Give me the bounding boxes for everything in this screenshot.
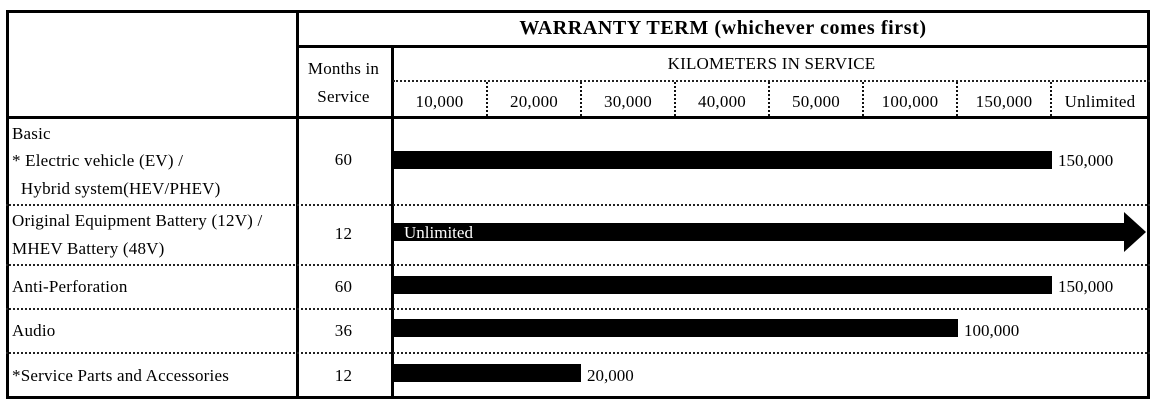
km-col-10000: 10,000 bbox=[415, 92, 464, 111]
row-battery-bar bbox=[394, 223, 1124, 241]
row-battery-label-line2: MHEV Battery (48V) bbox=[12, 239, 165, 258]
row-service-parts-months: 12 bbox=[334, 366, 353, 385]
row-battery-months: 12 bbox=[334, 224, 353, 243]
row-audio-label: Audio bbox=[12, 321, 56, 340]
row-basic-label-line3: Hybrid system(HEV/PHEV) bbox=[12, 179, 221, 198]
row-divider bbox=[6, 204, 1150, 206]
km-col-20000: 20,000 bbox=[510, 92, 558, 111]
km-col-100000: 100,000 bbox=[881, 92, 939, 111]
km-col-50000: 50,000 bbox=[792, 92, 840, 111]
row-basic-label-line1: Basic bbox=[12, 124, 51, 143]
row-service-parts-label: *Service Parts and Accessories bbox=[12, 366, 230, 385]
arrow-right-icon bbox=[1124, 212, 1146, 252]
divider-under-km-title bbox=[393, 80, 1150, 82]
row-antiperforation-months: 60 bbox=[334, 277, 353, 296]
divider-under-header bbox=[6, 116, 1150, 119]
divider-under-title bbox=[296, 45, 1150, 48]
table-title: WARRANTY TERM (whichever comes first) bbox=[519, 17, 927, 39]
row-divider bbox=[6, 308, 1150, 310]
row-basic-label-line2: * Electric vehicle (EV) / bbox=[12, 151, 184, 170]
row-antiperforation-km-label: 150,000 bbox=[1058, 277, 1114, 296]
months-header-line2: Service bbox=[317, 87, 370, 106]
row-battery-km-label: Unlimited bbox=[404, 223, 473, 242]
km-col-unlimited: Unlimited bbox=[1064, 92, 1136, 111]
row-antiperforation-label: Anti-Perforation bbox=[12, 277, 128, 296]
km-col-40000: 40,000 bbox=[698, 92, 746, 111]
row-antiperforation-bar bbox=[394, 276, 1052, 294]
row-service-parts-bar bbox=[394, 364, 581, 382]
km-col-150000: 150,000 bbox=[975, 92, 1033, 111]
row-basic-bar bbox=[394, 151, 1052, 169]
row-divider bbox=[6, 264, 1150, 266]
months-header-line1: Months in bbox=[307, 59, 380, 78]
row-audio-km-label: 100,000 bbox=[964, 321, 1020, 340]
row-audio-bar bbox=[394, 319, 958, 337]
row-audio-months: 36 bbox=[334, 321, 353, 340]
row-service-parts-km-label: 20,000 bbox=[587, 366, 634, 385]
row-divider bbox=[6, 352, 1150, 354]
km-header: KILOMETERS IN SERVICE bbox=[667, 54, 876, 73]
row-battery-label-line1: Original Equipment Battery (12V) / bbox=[12, 211, 263, 230]
row-basic-km-label: 150,000 bbox=[1058, 151, 1114, 170]
km-col-30000: 30,000 bbox=[604, 92, 652, 111]
row-basic-months: 60 bbox=[334, 150, 353, 169]
